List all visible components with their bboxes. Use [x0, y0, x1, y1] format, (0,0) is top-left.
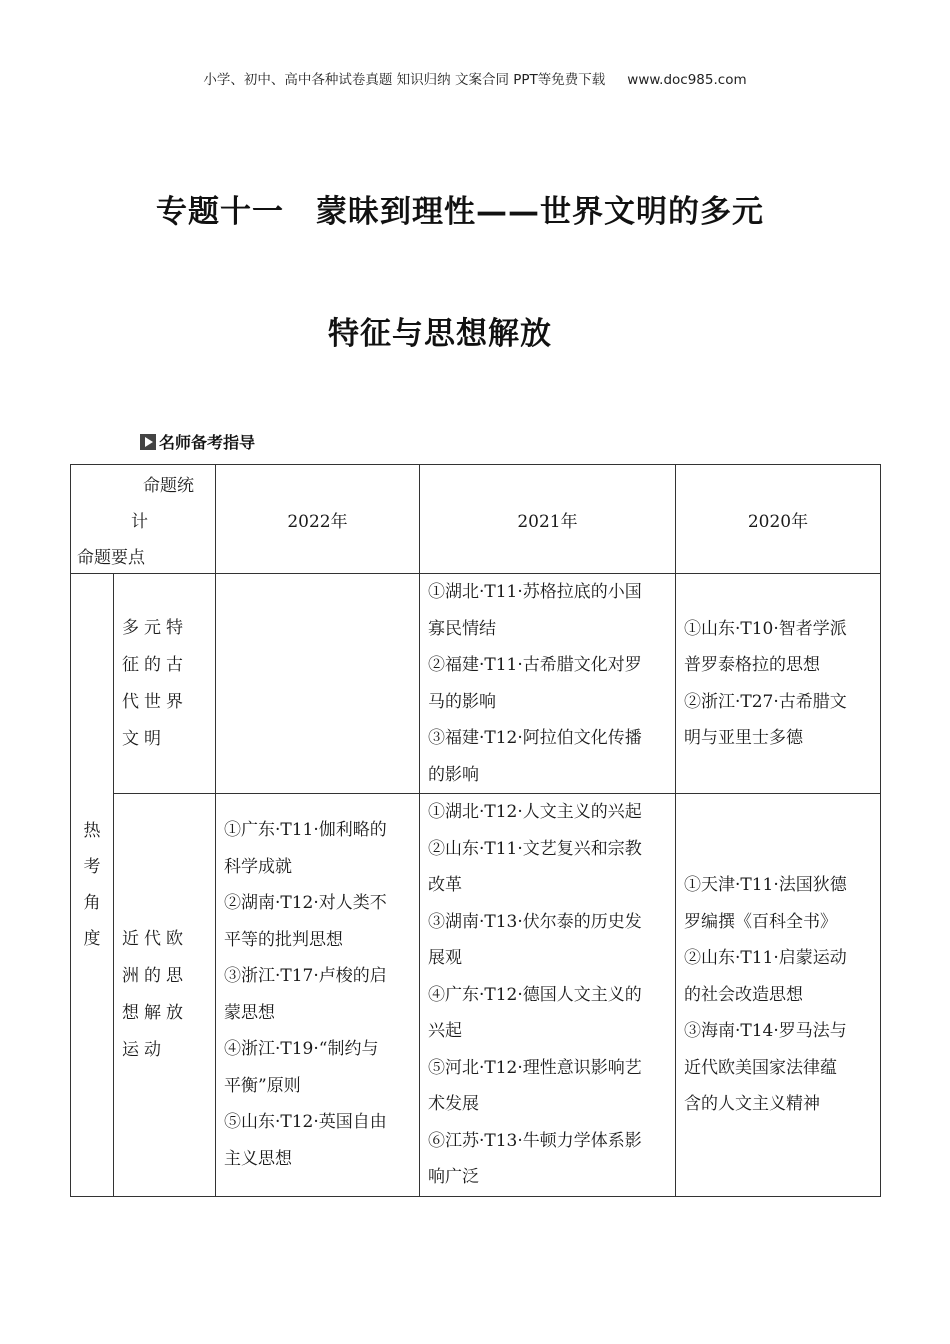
play-triangle-icon — [140, 434, 156, 450]
exam-guide-table — [70, 464, 881, 1197]
header-site: www.doc985.com — [627, 72, 747, 88]
item-line: ②山东·T11·启蒙运动 — [684, 948, 847, 968]
items-cell-2022 — [216, 794, 420, 1197]
item-line: 平等的批判思想 — [224, 929, 343, 950]
table-row — [71, 574, 881, 794]
items-cell-2021 — [420, 574, 676, 794]
item-line: ②浙江·T27·古希腊文 — [684, 691, 847, 712]
item-line: 罗编撰《百科全书》 — [684, 911, 837, 932]
title-line-2: 特征与思想解放 — [328, 316, 552, 352]
item-line: 普罗泰格拉的思想 — [684, 655, 820, 675]
item-line: ⑤山东·T12·英国自由 — [224, 1112, 387, 1133]
group-label-char: 考 — [83, 856, 101, 877]
item-line: 的影响 — [428, 764, 479, 785]
item-line: ③海南·T14·罗马法与 — [684, 1021, 847, 1041]
topic-cell: 近代欧洲的思想解放运动 — [114, 794, 216, 1197]
item-line: ②湖南·T12·对人类不 — [224, 893, 387, 914]
year-header-2020: 2020年 — [676, 465, 881, 574]
item-line: 改革 — [428, 875, 462, 895]
items-cell-2021 — [420, 794, 676, 1197]
item-line: ④浙江·T19·“制约与 — [224, 1039, 379, 1060]
item-line: ①湖北·T12·人文主义的兴起 — [428, 802, 642, 822]
item-line: 寡民情结 — [428, 618, 496, 639]
item-line: 科学成就 — [224, 856, 292, 877]
item-line: 响广泛 — [428, 1167, 479, 1187]
item-line: 术发展 — [428, 1094, 479, 1114]
item-line: ③浙江·T17·卢梭的启 — [224, 966, 387, 987]
item-line: 含的人文主义精神 — [684, 1094, 820, 1114]
item-line: 近代欧美国家法律蕴 — [684, 1057, 837, 1078]
corner-text-1: 命题统 — [143, 476, 194, 496]
item-line: 主义思想 — [224, 1148, 292, 1169]
table-header-row — [71, 465, 881, 574]
item-line: ⑤河北·T12·理性意识影响艺 — [428, 1057, 642, 1078]
item-line: ③湖南·T13·伏尔泰的历史发 — [428, 911, 642, 932]
group-label-cell — [71, 574, 114, 1197]
year-header-2021: 2021年 — [420, 465, 676, 574]
year-header-2022: 2022年 — [216, 465, 420, 574]
item-line: ④广东·T12·德国人文主义的 — [428, 984, 642, 1005]
items-cell-2022 — [216, 574, 420, 794]
title-line-1: 专题十一 蒙昧到理性——世界文明的多元 — [156, 194, 764, 230]
group-label-char: 热 — [83, 820, 101, 841]
items-cell-2020 — [676, 794, 881, 1197]
item-line: ②山东·T11·文艺复兴和宗教 — [428, 838, 642, 859]
corner-header-cell — [71, 465, 216, 574]
item-line: 展观 — [428, 948, 462, 968]
item-line: 平衡”原则 — [224, 1075, 301, 1096]
header-text: 小学、初中、高中各种试卷真题 知识归纳 文案合同 PPT等免费下载 — [203, 72, 606, 88]
item-line: 明与亚里士多德 — [684, 728, 803, 748]
item-line: 蒙思想 — [224, 1002, 275, 1023]
corner-text-3: 命题要点 — [77, 548, 145, 568]
item-line: 兴起 — [428, 1021, 462, 1041]
item-line: 的社会改造思想 — [684, 984, 803, 1005]
section-label-text: 名师备考指导 — [159, 433, 256, 452]
item-line: ①湖北·T11·苏格拉底的小国 — [428, 582, 642, 602]
group-label-char: 角 — [83, 892, 101, 913]
item-line: ③福建·T12·阿拉伯文化传播 — [428, 728, 642, 748]
item-line: ①广东·T11·伽利略的 — [224, 820, 387, 841]
items-cell-2020 — [676, 574, 881, 794]
item-line: 马的影响 — [428, 691, 496, 712]
item-line: ①天津·T11·法国狄德 — [684, 875, 847, 895]
item-line: ⑥江苏·T13·牛顿力学体系影 — [428, 1130, 642, 1151]
item-line: ①山东·T10·智者学派 — [684, 618, 847, 639]
page-header — [0, 68, 950, 88]
item-line: ②福建·T11·古希腊文化对罗 — [428, 655, 642, 675]
table-row — [71, 794, 881, 1197]
section-label — [140, 430, 255, 453]
topic-cell: 多元特征的古代世界文明 — [114, 574, 216, 794]
corner-text-2: 计 — [131, 512, 148, 532]
group-label-char: 度 — [83, 928, 101, 949]
